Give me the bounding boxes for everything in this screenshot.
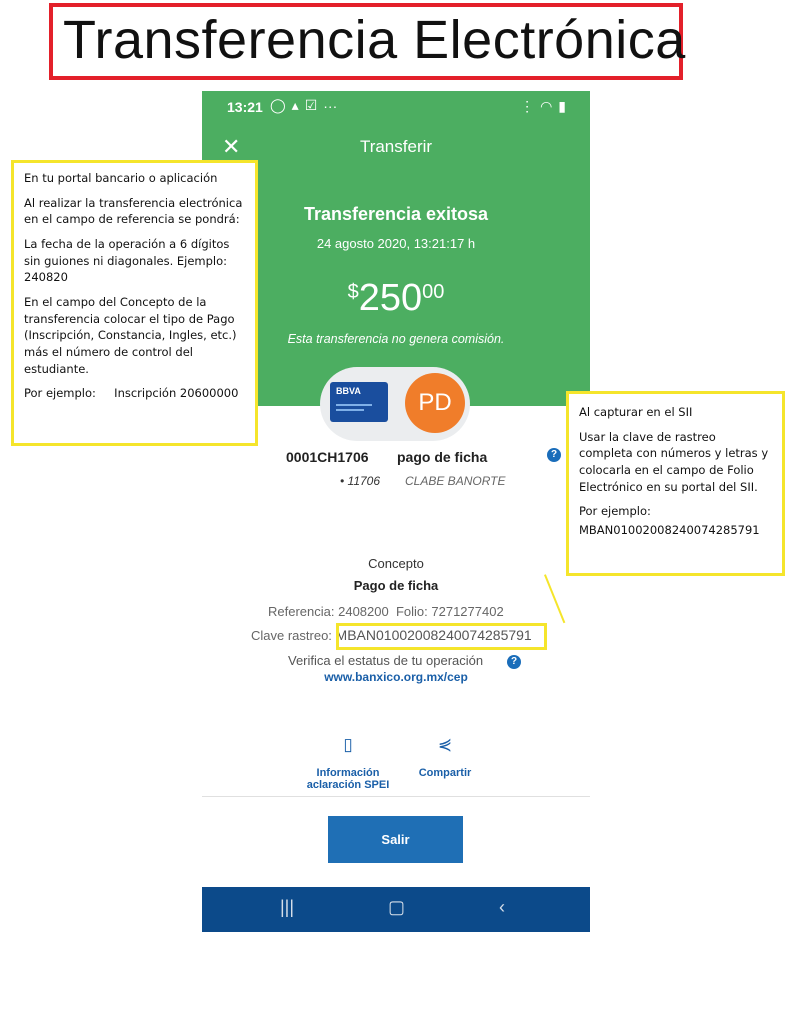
info-spei-action[interactable]: ▯ Información aclaración SPEI xyxy=(298,735,398,791)
home-icon[interactable]: ▢ xyxy=(388,897,406,917)
page-title: Transferencia Electrónica xyxy=(63,10,686,70)
notification-icon: ▴ xyxy=(291,97,299,113)
exit-button[interactable]: Salir xyxy=(328,816,463,863)
account-name: pago de ficha xyxy=(397,449,488,465)
banxico-link[interactable]: www.banxico.org.mx/cep xyxy=(324,670,468,684)
phone-icon: ▯ xyxy=(343,735,353,754)
clave-value: MBAN01002008240074285791 xyxy=(335,627,532,643)
account-number: • 11706 xyxy=(340,474,381,488)
right-instructions-callout: Al capturar en el SII Usar la clave de rastreo completa con números y letras y colocarla en el campo de Folio Electrónico en su portal del SII. Por ejemplo: MBAN01002008240074285791 xyxy=(566,391,785,576)
page-title-box xyxy=(49,3,686,80)
amount-currency: $ xyxy=(347,281,359,303)
battery-icon: ▮ xyxy=(558,98,566,114)
status-time: 13:21 xyxy=(227,99,263,115)
folio-label: Folio: xyxy=(395,604,428,619)
referencia-label: Referencia: xyxy=(268,604,335,619)
status-bar xyxy=(202,91,590,121)
verify-text: Verifica el estatus de tu operación xyxy=(288,653,484,668)
commission-note: Esta transferencia no genera comisión. xyxy=(287,332,505,346)
referencia-value: 2408200 xyxy=(338,604,389,619)
share-icon: ⋞ xyxy=(437,735,453,754)
bank-logo-text: BBVA xyxy=(336,386,361,396)
success-title: Transferencia exitosa xyxy=(303,204,489,224)
amount-cents: 00 xyxy=(422,281,445,303)
recent-apps-icon[interactable]: ||| xyxy=(280,897,295,917)
appbar-title: Transferir xyxy=(359,137,433,156)
account-bank: CLABE BANORTE xyxy=(405,474,506,488)
referencia-line xyxy=(268,604,504,619)
more-icon: ··· xyxy=(323,97,338,114)
android-navbar xyxy=(202,887,590,932)
amount xyxy=(202,277,590,320)
bank-logo xyxy=(330,382,388,422)
success-header xyxy=(202,91,590,406)
signal-icon: ⋮ xyxy=(520,98,535,114)
check-icon: ☑ xyxy=(304,97,318,113)
whatsapp-icon: ◯ xyxy=(270,97,286,113)
folio-value: 7271277402 xyxy=(431,604,504,619)
wifi-icon: ◠ xyxy=(540,98,553,114)
verify-help-icon[interactable]: ? xyxy=(507,655,521,669)
clave-highlight-box xyxy=(336,623,547,650)
help-icon[interactable]: ? xyxy=(547,448,561,462)
phone-screenshot xyxy=(202,91,590,932)
divider xyxy=(202,796,590,797)
amount-whole: 250 xyxy=(358,277,423,319)
concepto-label: Concepto xyxy=(368,556,424,571)
account-id: 0001CH1706 xyxy=(286,449,369,465)
left-instructions-callout: En tu portal bancario o aplicación Al realizar la transferencia electrónica en el campo de referencia se pondrá: La fecha de la operación a 6 dígitos sin guiones ni diagonales. Ejemplo: 240820 En el campo del Concepto de la transferencia colocar el tipo de Pago (Inscripción, Constancia, Ingles, etc.) más el número de control del estudiante. Por ejemplo: Inscripción 20600000 xyxy=(11,160,258,446)
close-icon[interactable]: ✕ xyxy=(222,134,241,159)
back-icon[interactable]: ‹ xyxy=(499,897,505,917)
clave-label: Clave rastreo: xyxy=(251,628,332,643)
recipient-avatar: PD xyxy=(405,373,465,433)
share-action[interactable]: ⋞ Compartir xyxy=(405,735,485,779)
success-date: 24 agosto 2020, 13:21:17 h xyxy=(316,236,476,251)
concepto-value: Pago de ficha xyxy=(353,578,439,593)
